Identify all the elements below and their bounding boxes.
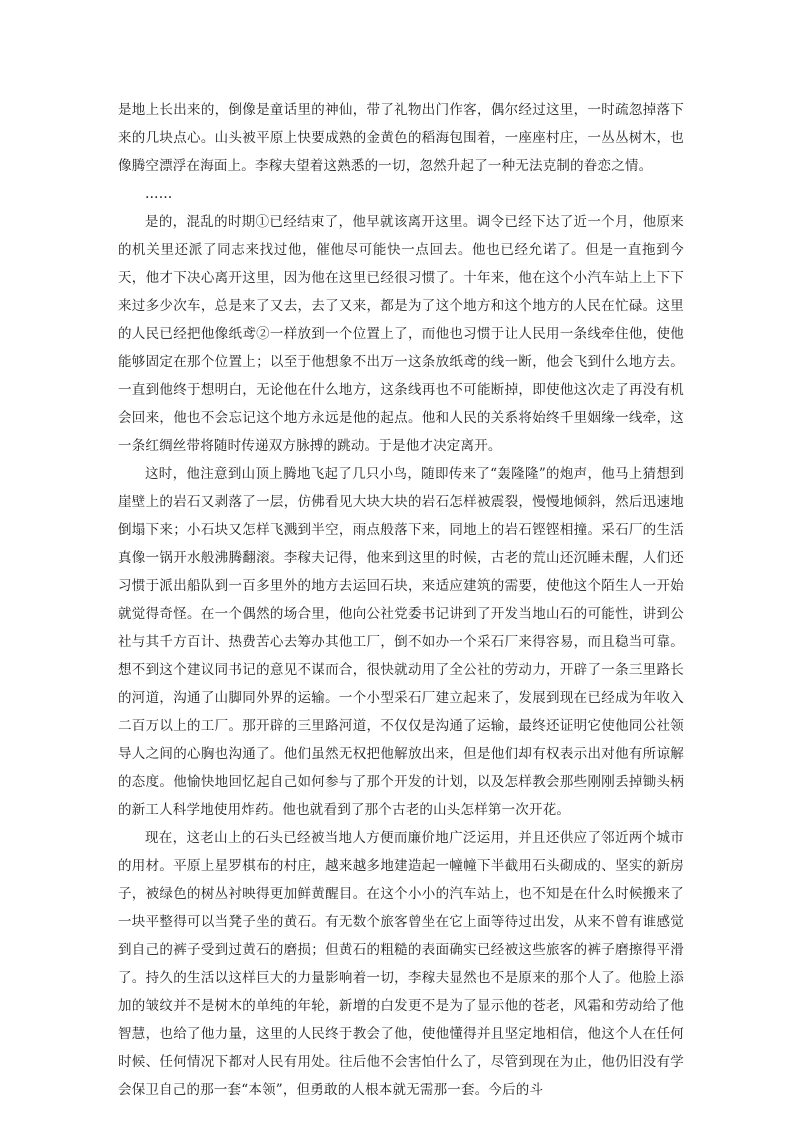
paragraph-2: 是的，混乱的时期①已经结束了，他早就该离开这里。调令已经下达了近一个月，他原来的机关里还派了同志来找过他，催他尽可能快一点回去。他也已经允诺了。但是一直拖到今天，他才下决心离开这里，因为他在这里已经很习惯了。十年来，他在这个小汽车站上上下下来过多少次车，总是来了又去，去了又来，都是为了这个地方和这个地方的人民在忙碌。这里的人民已经把他像纸鸢②一样放到一个位置上了，而他也习惯于让人民用一条线牵住他，使他能够固定在那个位置上；以至于他想象不出万一这条放纸鸢的线一断，他会飞到什么地方去。一直到他终于想明白，无论他在什么地方，这条线再也不可能断掉，即使他这次走了再没有机会回来，他也不会忘记这个地方永远是他的起点。他和人民的关系将始终千里姻缘一线牵，这一条红绸丝带将随时传递双方脉搏的跳动。于是他才决定离开。	[118, 214, 684, 454]
paragraph-4: 现在，这老山上的石头已经被当地人方便而廉价地广泛运用，并且还供应了邻近两个城市的用材。平原上星罗棋布的村庄，越来越多地建造起一幢幢下半截用石头砌成的、坚实的新房子，被绿色的树丛衬映得更加鲜黄醒目。在这个小小的汽车站上，也不知是在什么时候搬来了一块平整得可以当凳子坐的黄石。有无数个旅客曾坐在它上面等待过出发，从来不曾有谁感觉到自己的裤子受到过黄石的磨损；但黄石的粗糙的表面确实已经被这些旅客的裤子磨擦得平滑了。持久的生活以这样巨大的力量影响着一切，李稼夫显然也不是原来的那个人了。他脸上添加的皱纹并不是树木的单纯的年轮，新增的白发更不是为了显示他的苍老，风霜和劳动给了他智慧，也给了他力量，这里的人民终于教会了他，使他懂得并且坚定地相信，他这个人在任何时候、任何情况下都对人民有用处。往后他不会害怕什么了，尽管到现在为止，他仍旧没有学会保卫自己的那一套“本领”，但勇敢的人根本就无需那一套。今后的斗	[118, 830, 684, 1098]
document-page	[118, 96, 684, 1104]
ellipsis-line: ……	[145, 186, 173, 202]
paragraph-3: 这时，他注意到山顶上腾地飞起了几只小鸟，随即传来了“轰隆隆”的炮声，他马上猜想到崖壁上的岩石又剥落了一层，仿佛看见大块大块的岩石怎样被震裂，慢慢地倾斜，然后迅速地倒塌下来；小石块又怎样飞溅到半空，雨点般落下来，同地上的岩石铿铿相撞。采石厂的生活真像一锅开水般沸腾翻滚。李稼夫记得，他来到这里的时候，古老的荒山还沉睡未醒，人们还习惯于派出船队到一百多里外的地方去运回石块，来适应建筑的需要，使他这个陌生人一开始就觉得奇怪。在一个偶然的场合里，他向公社党委书记讲到了开发当地山石的可能性，讲到公社与其千方百计、热费苦心去筹办其他工厂，倒不如办一个采石厂来得容易，而且稳当可靠。想不到这个建议同书记的意见不谋而合，很快就动用了全公社的劳动力，开辟了一条三里路长的河道，沟通了山脚同外界的运输。一个小型采石厂建立起来了，发展到现在已经成为年收入二百万以上的工厂。那开辟的三里路河道，不仅仅是沟通了运输，最终还证明它使他同公社领导人之间的心胸也沟通了。他们虽然无权把他解放出来，但是他们却有权表示出对他有所谅解的态度。他愉快地回忆起自己如何参与了那个开发的计划，以及怎样教会那些刚刚丢掉锄头柄的新工人科学地使用炸药。他也就看到了那个古老的山头怎样第一次开花。	[118, 466, 684, 818]
paragraph-1: 是地上长出来的，倒像是童话里的神仙，带了礼物出门作客，偶尔经过这里，一时疏忽掉落下来的几块点心。山头被平原上快要成熟的金黄色的稻海包围着，一座座村庄，一丛丛树木，也像腾空漂浮在海面上。李稼夫望着这熟悉的一切，忽然升起了一种无法克制的眷恋之情。	[118, 102, 684, 174]
